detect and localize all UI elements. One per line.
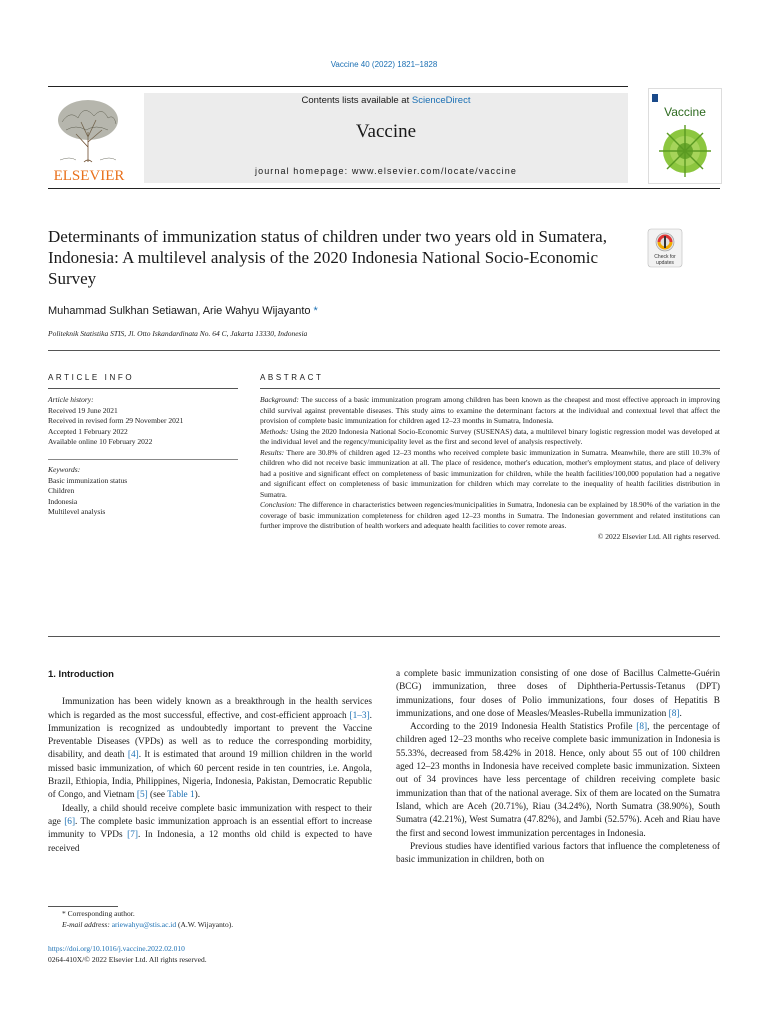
intro-paragraph: Previous studies have identified various factors that influence the completeness of basic immunization in children, both on [396, 841, 720, 866]
conclusion-text: The difference in characteristics between regencies/municipalities in Sumatra, Indonesia can be explained by 18.90% of the variation in the coverage of basic immunization completeness for children aged 12–23 months in Sumatra. The Indonesian government and related institutions can further improve the distribution of health workers and adequate health facilities to cover remote areas. [260, 500, 720, 530]
check-updates-icon [645, 228, 685, 268]
text-run: According to the 2019 Indonesia Health Statistics Profile [410, 722, 637, 733]
authors [48, 305, 318, 317]
intro-paragraph [48, 803, 372, 856]
body-column-right [396, 668, 720, 867]
text-run: . The complete basic immunization approach is an essential effort to increase immunity to VPDs [48, 816, 372, 841]
text-run: ). [194, 790, 201, 801]
text-run: Immunization has been widely known as a breakthrough in the health services which is regarded as the most successful, effective, and cost-efficient approach [48, 697, 372, 721]
citation-link[interactable]: [4] [127, 750, 139, 761]
citation-link[interactable]: [5] [136, 790, 148, 801]
keyword-item: Children [48, 486, 75, 495]
intro-paragraph [396, 668, 720, 721]
contents-line [144, 95, 628, 106]
article-info-heading: ARTICLE INFO [48, 373, 135, 382]
abstract-heading: ABSTRACT [260, 373, 324, 382]
email-note [48, 919, 368, 930]
corresponding-author-mark[interactable]: * [310, 305, 318, 317]
text-run: (see [147, 790, 168, 801]
cover-image-icon [649, 89, 721, 183]
text-run: . [679, 708, 682, 719]
history-item: Received in revised form 29 November 2021 [48, 416, 184, 425]
issn-line: 0264-410X/© 2022 Elsevier Ltd. All rights reserved. [48, 955, 207, 964]
email-link[interactable]: ariewahyu@stis.ac.id [111, 920, 177, 929]
keywords [48, 465, 248, 518]
author-names: Muhammad Sulkhan Setiawan, Arie Wahyu Wijayanto [48, 305, 311, 317]
abstract-results [260, 448, 720, 501]
citation-link[interactable]: [6] [64, 816, 76, 827]
citation-link[interactable]: [8] [668, 708, 680, 719]
journal-name[interactable]: Vaccine [355, 121, 417, 142]
masthead-rule [48, 188, 720, 189]
history-label: Article history: [48, 395, 94, 404]
sciencedirect-link[interactable]: ScienceDirect [411, 95, 471, 106]
affiliation: Politeknik Statistika STIS, Jl. Otto Iskandardinata No. 64 C, Jakarta 13330, Indonesia [48, 329, 308, 338]
journal-homepage[interactable]: journal homepage: www.elsevier.com/locate/vaccine [254, 166, 517, 176]
doi-link[interactable]: https://doi.org/10.1016/j.vaccine.2022.02.010 [48, 944, 185, 953]
running-head[interactable]: Vaccine 40 (2022) 1821–1828 [330, 60, 438, 69]
doi-block [48, 943, 207, 965]
methods-text: Using the 2020 Indonesia National Socio-Economic Survey (SUSENAS) data, a multilevel binary logistic regression model was developed at the individual level and the regency/municipality level as the first and second level of analysis respectively. [260, 426, 720, 446]
top-rule [48, 86, 628, 87]
history-item: Accepted 1 February 2022 [48, 426, 128, 436]
table-link[interactable]: Table 1 [167, 790, 195, 801]
cover-title: Vaccine [664, 105, 706, 119]
email-suffix: (A.W. Wijayanto). [176, 920, 234, 929]
intro-paragraph [48, 696, 372, 802]
citation-link[interactable]: [7] [127, 830, 138, 841]
footnote [48, 908, 368, 930]
body-column-left [48, 668, 372, 856]
methods-label: Methods: [260, 426, 289, 436]
section-heading-introduction: 1. Introduction [48, 669, 114, 680]
svg-text:Check for: Check for [654, 254, 676, 260]
citation-link[interactable]: [1–3] [349, 710, 370, 721]
text-run: a complete basic immunization consisting of one dose of Bacillus Calmette-Guérin (BCG) immunization, three doses of Diphtheria-Pertussis-Tetanus (DPT) immunizations, four doses of Polio immunizations, four doses of Hepatitis B immunizations, and one dose of Measles/Measles-Rubella immunization [396, 669, 720, 719]
keyword-item: Multilevel analysis [48, 507, 106, 516]
article-history [48, 395, 248, 448]
contents-prefix: Contents lists available at [301, 95, 412, 106]
abstract-bottom-rule [48, 636, 720, 637]
svg-text:updates: updates [656, 260, 674, 266]
article-title: Determinants of immunization status of children under two years old in Sumatera, Indonesia: A multilevel analysis of the 2020 Indonesia National Socio-Economic Survey [48, 227, 607, 288]
text-run: Ideally, a child should receive complete basic immunization with respect to their age [48, 803, 372, 827]
citation-link[interactable]: [8] [636, 722, 648, 733]
publisher-wordmark: ELSEVIER [53, 168, 125, 184]
abstract-body [260, 395, 720, 542]
journal-cover[interactable] [648, 88, 722, 184]
email-label: E-mail address: [62, 920, 112, 929]
keywords-rule [48, 459, 238, 460]
results-text: There are 30.8% of children aged 12–23 months who received complete basic immunization in Sumatra. Meanwhile, there are still 10.3% of children who did not receive basic immunization at all. The place of residence, mother's education, mother's employment status, and place of delivery had a positive and significant effect on completeness of basic immunization for children, while the health facilities/100,000 population had a negative and significant effect on completeness of basic immunization for children which may correlate to the inequality of health facilities distribution in Sumatra. [260, 447, 720, 499]
background-text: The success of a basic immunization program among children has been known as the cheapest and most effective approach in improving child survival against preventable diseases. This study aims to examine the determinant factors at the individual and contextual level that affect the provision of complete basic immunization for children aged 12–23 months in Sumatra, Indonesia. [260, 395, 720, 425]
results-label: Results: [260, 447, 285, 457]
elsevier-tree-icon [48, 92, 130, 184]
conclusion-label: Conclusion: [260, 500, 297, 509]
text-run: . It is estimated that around 19 million children in the world missed basic immunization, of which 60 percent reside in ten countries, i.e. Angola, Brazil, Ethiopia, India, Philippines, Nigeria, Indonesia, Pakistan, Democratic Republic of Congo, and Vietnam [48, 750, 372, 801]
background-label: Background: [260, 395, 299, 404]
abstract-rule [260, 388, 720, 389]
keyword-item: Indonesia [48, 496, 78, 506]
history-item: Received 19 June 2021 [48, 405, 118, 415]
intro-paragraph [396, 721, 720, 841]
keyword-item: Basic immunization status [48, 475, 128, 485]
footnote-rule [48, 906, 118, 907]
abstract-conclusion [260, 500, 720, 532]
text-run: . In Indonesia, a 12 months old child is expected to have received [48, 830, 373, 854]
abstract-background [260, 395, 720, 427]
text-run: . Immunization is recognized as undoubtedly important to prevent the Vaccine Preventable Diseases (VPDs) as well as to reduce the corresponding morbidity, disability, and death [48, 710, 372, 761]
check-for-updates-badge[interactable] [645, 228, 685, 268]
abstract-methods [260, 427, 720, 448]
corresponding-author-note: * Corresponding author. [62, 909, 135, 918]
article-info-rule [48, 388, 238, 389]
abstract-copyright: © 2022 Elsevier Ltd. All rights reserved. [597, 531, 720, 541]
text-run: , the percentage of children aged 12–23 months who receive complete basic immunization in Indonesia is 55.33%, decreased from 58.42% in 2018. Hence, only about 55 out of 100 children aged 12–23 months in Indonesia have received complete basic immunization. Sixteen out of 34 provinces have less percentage of children receiving complete basic immunization than that of the national average. Six of them are located on the Sumatra Island, which are Aceh (20.71%), Riau (34.24%), North Sumatra (38.90%), South Sumatra (42.21%), West Sumatra (47.82%), and Jambi (52.57%). Aceh and Riau have the first and second lowest immunization percentages in Indonesia. [396, 722, 720, 839]
keywords-label: Keywords: [48, 465, 81, 474]
affiliation-rule [48, 350, 720, 351]
elsevier-logo[interactable] [48, 92, 130, 184]
history-item: Available online 10 February 2022 [48, 437, 153, 446]
